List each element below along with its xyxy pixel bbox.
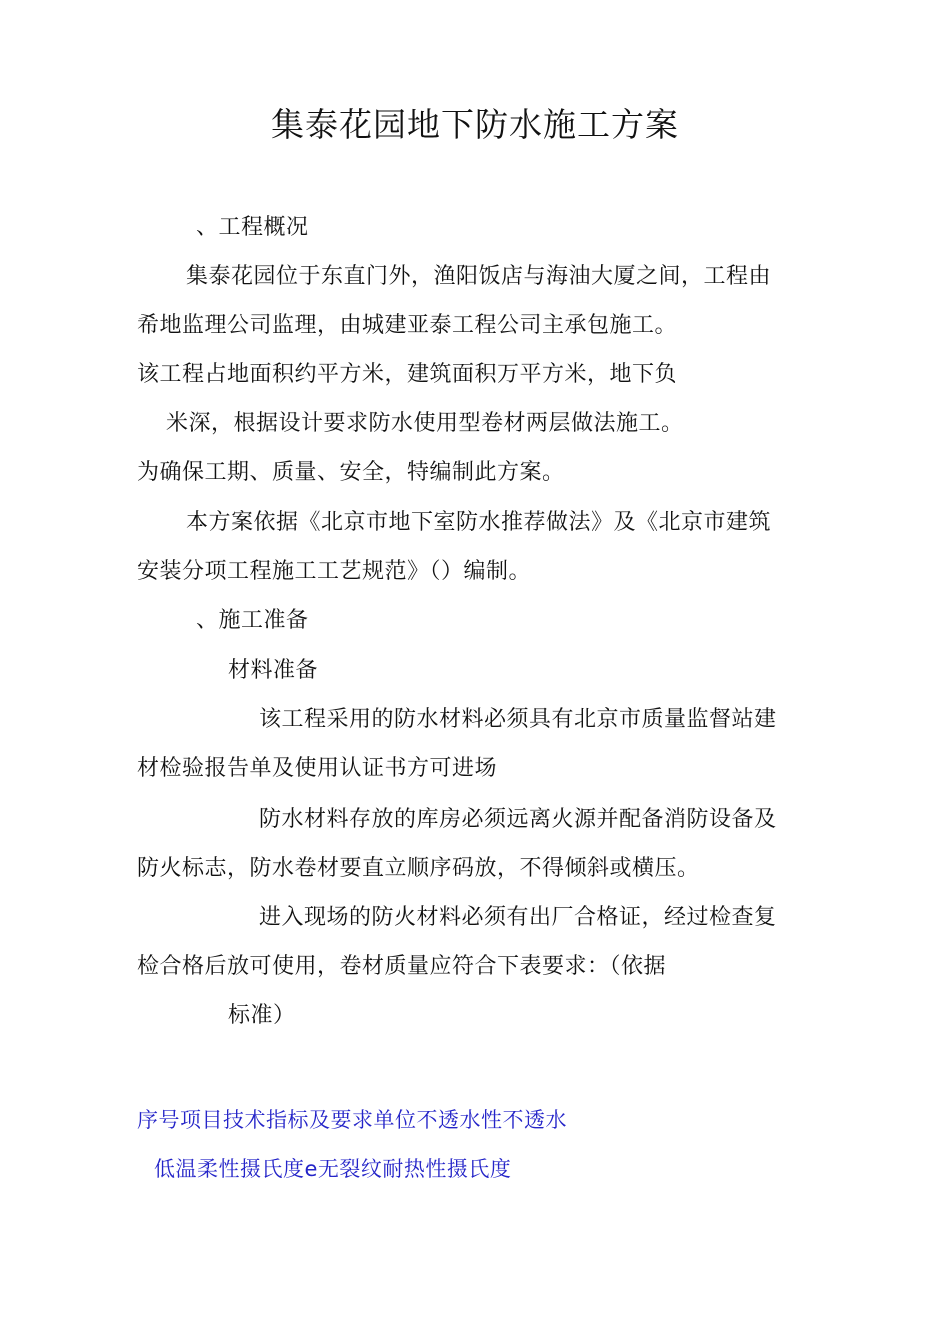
paragraph-line: 安装分项工程施工工艺规范》（）编制。: [137, 559, 532, 584]
paragraph-line: 防水材料存放的库房必须远离火源并配备消防设备及: [259, 807, 777, 832]
section-heading-preparation: 、施工准备: [196, 608, 309, 633]
paragraph-line: 为确保工期、质量、安全，特编制此方案。: [137, 460, 565, 485]
document-title: 集泰花园地下防水施工方案: [271, 105, 679, 144]
paragraph-line: 检合格后放可使用，卷材质量应符合下表要求：（依据: [137, 954, 667, 979]
section-heading-overview: 、工程概况: [196, 215, 309, 240]
paragraph-line: 该工程占地面积约平方米，建筑面积万平方米，地下负: [137, 362, 678, 387]
paragraph-line: 防火标志，防水卷材要直立顺序码放，不得倾斜或横压。: [137, 856, 700, 881]
paragraph-line: 进入现场的防火材料必须有出厂合格证，经过检查复: [259, 905, 777, 930]
paragraph-line: 希地监理公司监理，由城建亚泰工程公司主承包施工。: [137, 313, 678, 338]
paragraph-line: 该工程采用的防水材料必须具有北京市质量监督站建: [259, 707, 777, 732]
paragraph-line: 集泰花园位于东直门外，渔阳饭店与海油大厦之间，工程由: [186, 264, 772, 289]
table-text-line: 序号项目技术指标及要求单位不透水性不透水: [137, 1108, 567, 1132]
paragraph-line: 米深，根据设计要求防水使用型卷材两层做法施工。: [166, 411, 684, 436]
paragraph-line: 材检验报告单及使用认证书方可进场: [137, 756, 498, 781]
table-text-line: 低温柔性摄氏度e无裂纹耐热性摄氏度: [154, 1157, 512, 1181]
paragraph-line: 本方案依据《北京市地下室防水推荐做法》及《北京市建筑: [186, 510, 772, 535]
subsection-heading-materials: 材料准备: [228, 658, 319, 683]
paragraph-line: 标准）: [228, 1003, 296, 1028]
